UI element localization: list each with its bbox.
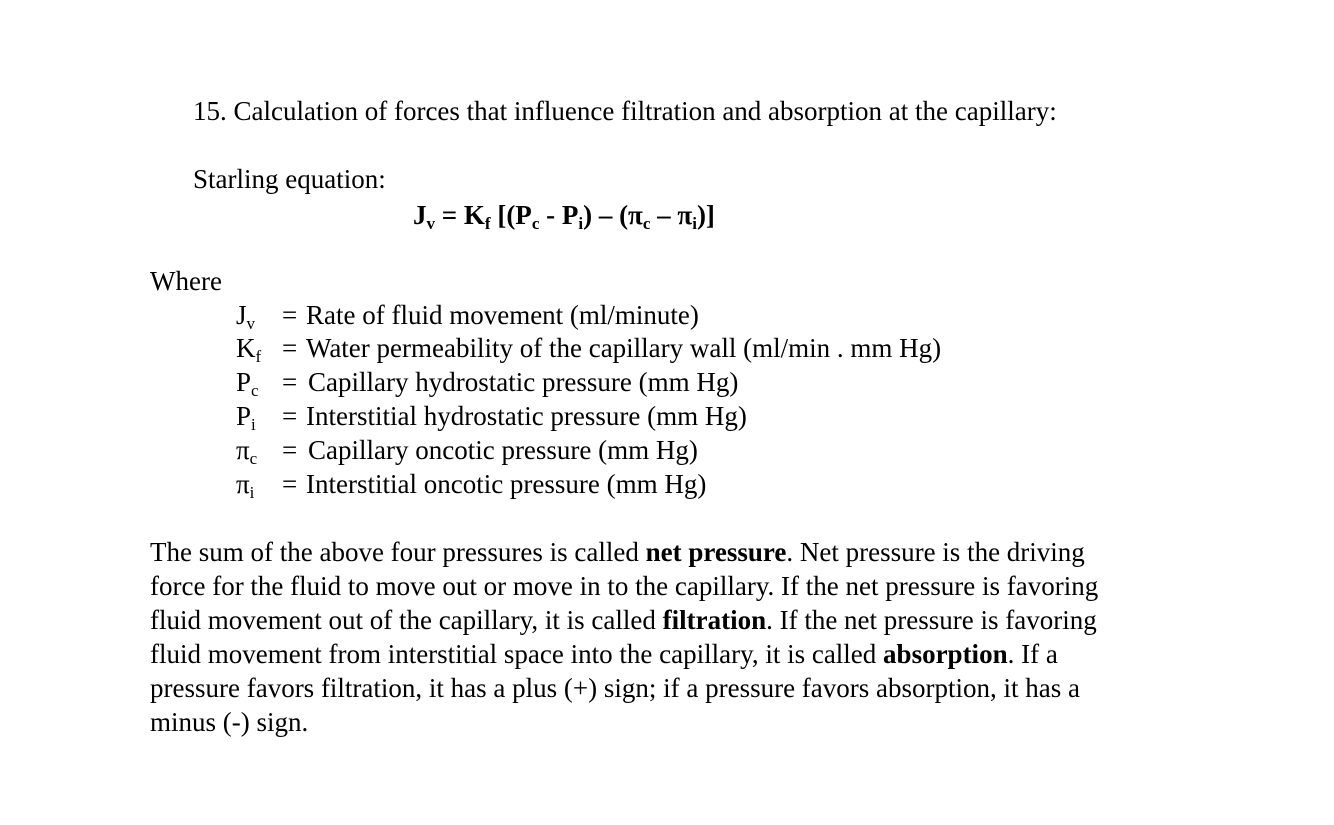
- definition-equals: =: [282, 367, 298, 397]
- definition-symbol: $K_f$: [236, 333, 262, 366]
- definition-equals: =: [282, 469, 298, 499]
- term-absorption: absorption: [883, 639, 1008, 669]
- starling-equation-label: Starling equation:: [193, 164, 386, 194]
- paragraph-line: pressure favors filtration, it has a plus (+) sign; if a pressure favors absorption, it has a: [150, 673, 1080, 703]
- definition-symbol: $P_i$: [236, 401, 256, 434]
- paragraph-line: fluid movement out of the capillary, it is called filtration. If the net pressure is favoring: [150, 605, 1097, 635]
- equation-jv: $J_v$: [413, 200, 435, 233]
- equation-kf: $K_f$: [463, 200, 491, 233]
- definition-equals: =: [282, 401, 298, 431]
- where-label: Where: [150, 266, 222, 296]
- starling-equation: $J_v = K_f$ $[(P_c - P_i) - (\pi_c - \pi_i)]$: [413, 200, 715, 233]
- definition-equals: =: [282, 435, 298, 465]
- term-filtration: filtration: [662, 605, 767, 635]
- definition-equals: =: [282, 300, 298, 330]
- definition-text: Rate of fluid movement (ml/minute): [306, 300, 699, 330]
- definition-text: Capillary oncotic pressure (mm Hg): [308, 435, 698, 465]
- definition-symbol: $\pi_c$: [236, 435, 258, 468]
- paragraph-line: fluid movement from interstitial space into the capillary, it is called absorption. If a: [150, 639, 1058, 669]
- definition-symbol: $P_c$: [236, 367, 259, 400]
- equation-equals: =: [435, 200, 464, 230]
- definition-text: Interstitial hydrostatic pressure (mm Hg): [306, 401, 747, 431]
- definition-text: Water permeability of the capillary wall (ml/min . mm Hg): [306, 333, 942, 363]
- definition-text: Capillary hydrostatic pressure (mm Hg): [308, 367, 739, 397]
- paragraph-line: minus (-) sign.: [150, 707, 309, 737]
- net-pressure-paragraph: [150, 535, 1210, 739]
- definition-symbol: $\pi_i$: [236, 469, 255, 502]
- definition-symbol: $J_v$: [236, 300, 256, 333]
- paragraph-line: The sum of the above four pressures is called net pressure. Net pressure is the driving: [150, 537, 1085, 567]
- term-net-pressure: net pressure: [645, 537, 787, 567]
- section-heading: 15. Calculation of forces that influence filtration and absorption at the capillary:: [193, 96, 1057, 126]
- paragraph-line: force for the fluid to move out or move in to the capillary. If the net pressure is favoring: [150, 571, 1099, 601]
- definition-text: Interstitial oncotic pressure (mm Hg): [306, 469, 707, 499]
- definition-equals: =: [282, 333, 298, 363]
